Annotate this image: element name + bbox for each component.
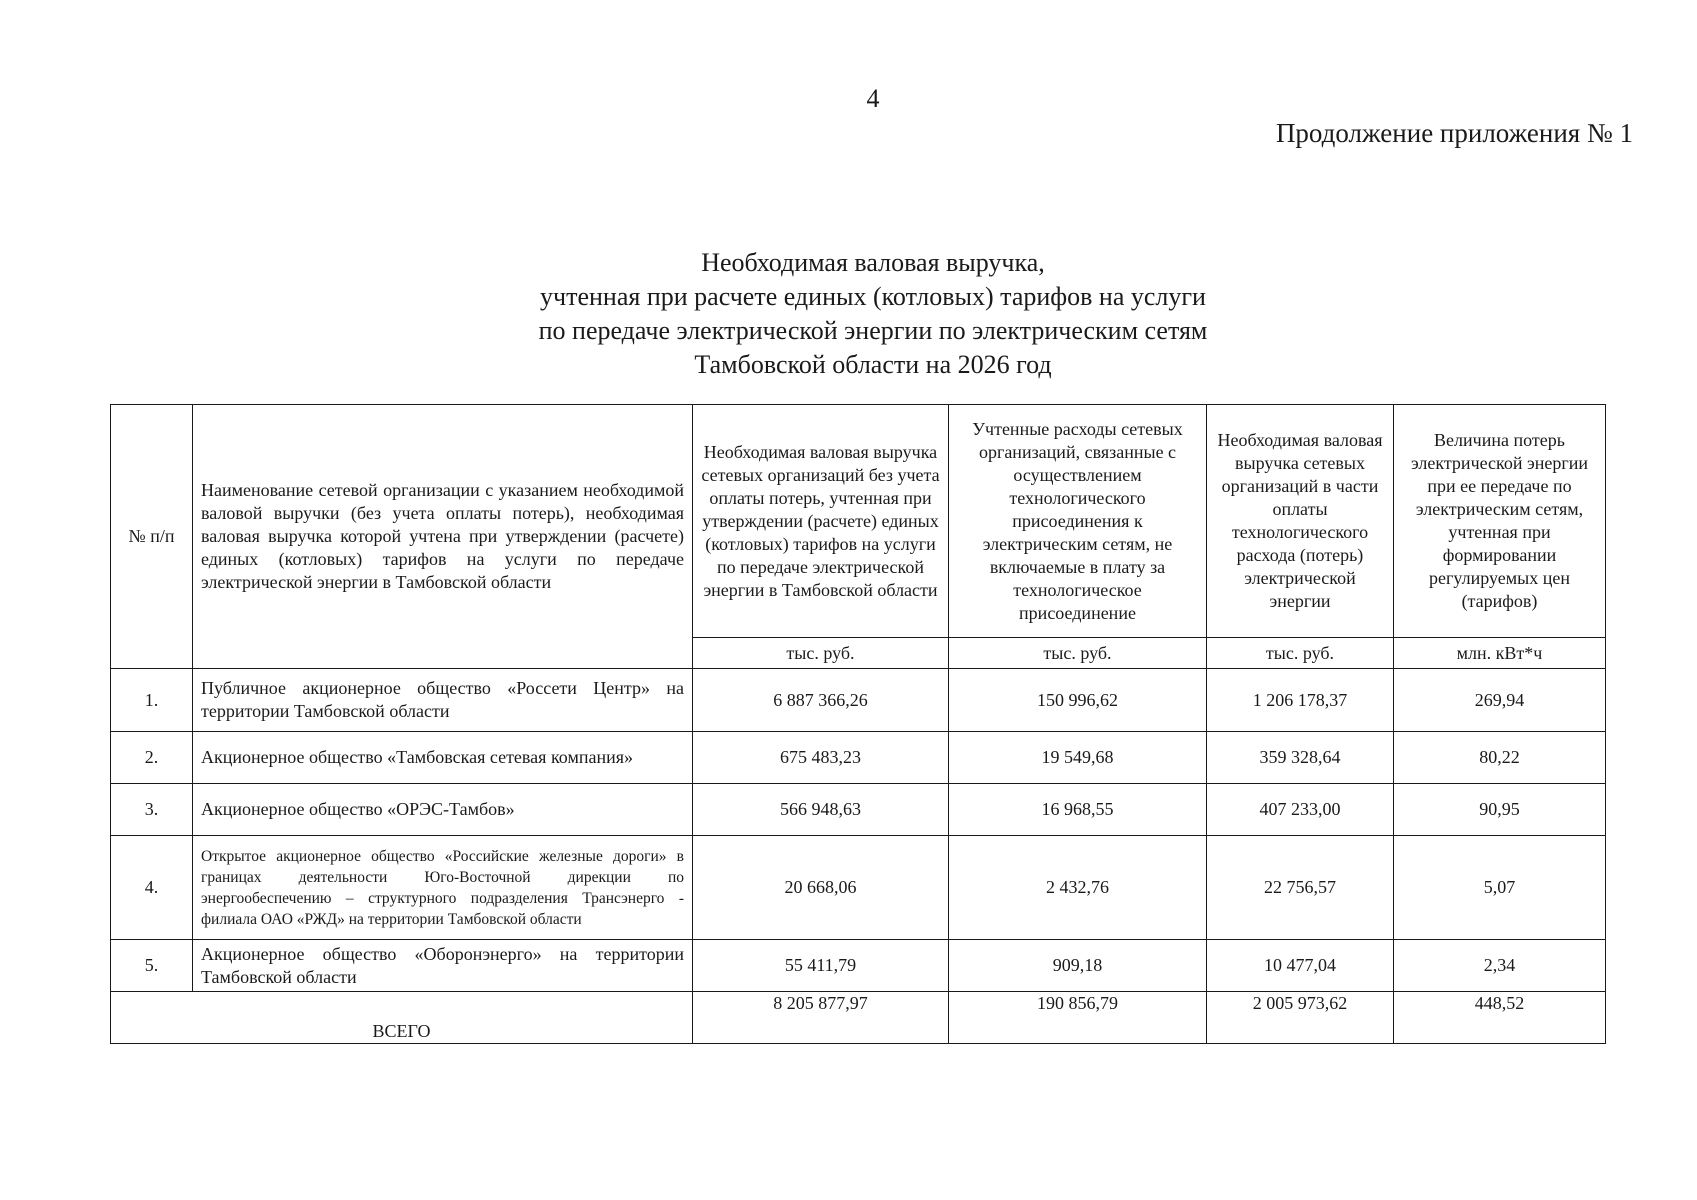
title-line-2: учтенная при расчете единых (котловых) тарифов на услуги [540,282,1206,311]
row-org-name: Акционерное общество «Оборонэнерго» на территории Тамбовской области [193,940,693,992]
row-col2: 16 968,55 [949,784,1207,836]
document-title [0,246,1697,382]
table-header-row [111,405,1606,638]
total-col4: 448,52 [1394,992,1606,1044]
unit-col1: тыс. руб. [693,638,949,669]
header-name: Наименование сетевой организации с указанием необходимой валовой выручки (без учета оплаты потерь), необходимая валовая выручка которой учтена при утверждении (расчете) единых (котловых) тарифов на услуги по передаче электрической энергии в Тамбовской области [193,405,693,669]
row-col3: 407 233,00 [1207,784,1394,836]
row-col1: 566 948,63 [693,784,949,836]
row-col3: 359 328,64 [1207,732,1394,784]
row-org-name: Публичное акционерное общество «Россети Центр» на территории Тамбовской области [193,669,693,732]
header-col3: Необходимая валовая выручка сетевых организаций в части оплаты технологического расхода (потерь) электрической энергии [1207,405,1394,638]
page-number: 4 [866,84,880,113]
table-total-row [111,992,1606,1044]
row-col2: 2 432,76 [949,836,1207,940]
row-col4: 2,34 [1394,940,1606,992]
row-num: 4. [111,836,193,940]
header-col4: Величина потерь электрической энергии при ее передаче по электрическим сетям, учтенная при формировании регулируемых цен (тарифов) [1394,405,1606,638]
row-col4: 80,22 [1394,732,1606,784]
header-col1: Необходимая валовая выручка сетевых организаций без учета оплаты потерь, учтенная при утверждении (расчете) единых (котловых) тарифов на услуги по передаче электрической энергии в Тамбовской области [693,405,949,638]
total-col2: 190 856,79 [949,992,1207,1044]
row-col4: 5,07 [1394,836,1606,940]
total-col3: 2 005 973,62 [1207,992,1394,1044]
total-label: ВСЕГО [111,992,693,1044]
row-col4: 269,94 [1394,669,1606,732]
table-row [111,732,1606,784]
title-line-4: Тамбовской области на 2026 год [694,350,1052,379]
header-col2: Учтенные расходы сетевых организаций, связанные с осуществлением технологического присоединения к электрическим сетям, не включаемые в плату за технологическое присоединение [949,405,1207,638]
total-col1: 8 205 877,97 [693,992,949,1044]
row-col1: 20 668,06 [693,836,949,940]
row-num: 1. [111,669,193,732]
row-num: 2. [111,732,193,784]
header-num: № п/п [111,405,193,669]
row-col4: 90,95 [1394,784,1606,836]
table-row [111,940,1606,992]
table-row [111,836,1606,940]
row-col2: 909,18 [949,940,1207,992]
revenue-table [110,404,1606,1044]
row-org-name: Акционерное общество «ОРЭС-Тамбов» [193,784,693,836]
row-col1: 675 483,23 [693,732,949,784]
row-org-name: Открытое акционерное общество «Российские железные дороги» в границах деятельности Юго-Восточной дирекции по энергообеспечению – структурного подразделения Трансэнерго - филиала ОАО «РЖД» на территории Тамбовской области [193,836,693,940]
row-org-name: Акционерное общество «Тамбовская сетевая компания» [193,732,693,784]
title-line-1: Необходимая валовая выручка, [701,248,1045,277]
row-num: 3. [111,784,193,836]
row-col3: 1 206 178,37 [1207,669,1394,732]
row-num: 5. [111,940,193,992]
appendix-label: Продолжение приложения № 1 [1275,118,1633,148]
table-row [111,669,1606,732]
row-col2: 19 549,68 [949,732,1207,784]
row-col3: 22 756,57 [1207,836,1394,940]
unit-col3: тыс. руб. [1207,638,1394,669]
row-col2: 150 996,62 [949,669,1207,732]
row-col3: 10 477,04 [1207,940,1394,992]
title-line-3: по передаче электрической энергии по электрическим сетям [538,316,1208,345]
unit-col2: тыс. руб. [949,638,1207,669]
row-col1: 55 411,79 [693,940,949,992]
row-col1: 6 887 366,26 [693,669,949,732]
unit-col4: млн. кВт*ч [1394,638,1606,669]
table-row [111,784,1606,836]
